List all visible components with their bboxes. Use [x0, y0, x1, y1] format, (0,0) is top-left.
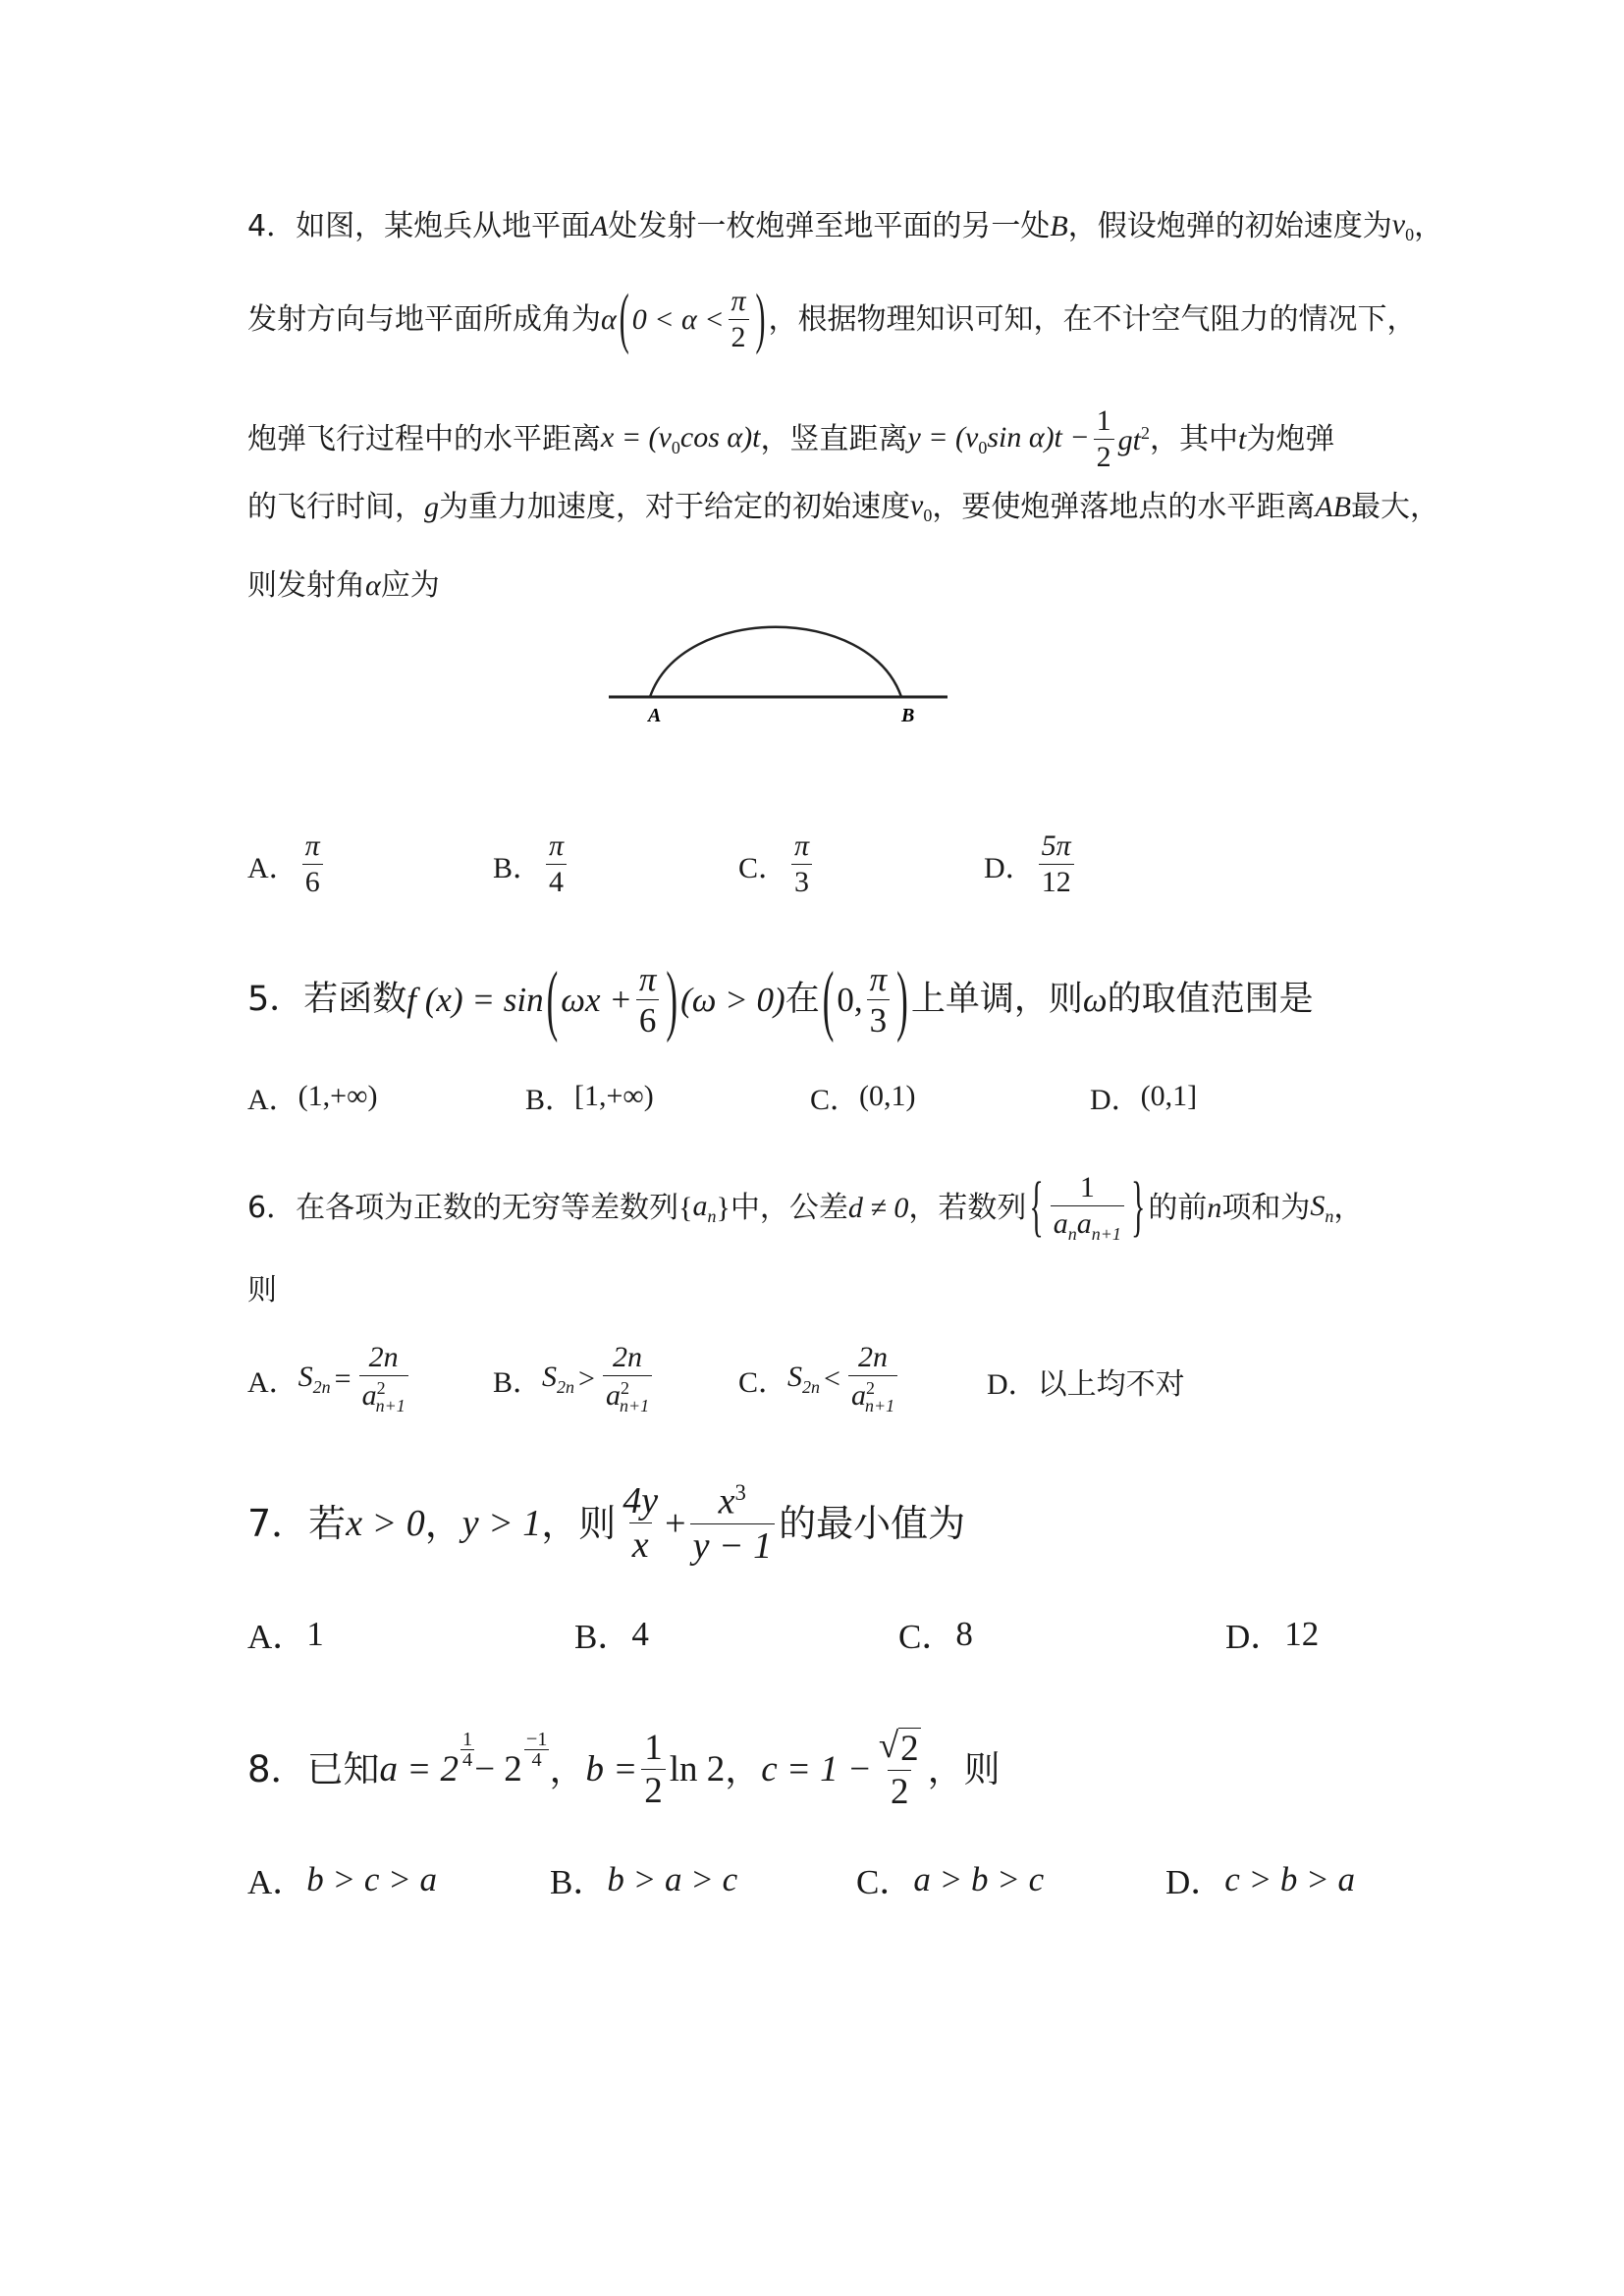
q8-option-a[interactable]: A． b > c > a	[247, 1860, 438, 1901]
a-definition: a = 2 $\frac{1}{4}$	[379, 1728, 473, 1789]
q6-option-c[interactable]: C． $S_{2n}$ < $\frac{2n}{a^2_{n+1}}$	[738, 1343, 901, 1415]
q4-option-d[interactable]: D． $\frac{5\pi}{12}$	[984, 831, 1078, 897]
pi-over-3: $\frac{\pi}{3}$	[867, 962, 891, 1038]
q6-line-1: 6．在各项为正数的无穷等差数列 { $a_n$ } 中，公差 d ≠ 0 ，若数列 { $\frac{1}{a_na_{n+1}}$ } 的前 n 项和为 $S_n$ ，	[247, 1169, 1364, 1245]
c-definition: c = 1 −	[761, 1748, 872, 1789]
q4-line-2	[247, 281, 1417, 356]
right-paren: )	[755, 281, 766, 356]
q4-text: ，	[1414, 209, 1444, 243]
a-n: $a_n$	[692, 1189, 717, 1226]
q4-text: ，假设炮弹的初始速度为	[1067, 209, 1392, 243]
q5-option-a[interactable]: A． (1,+∞)	[247, 1080, 378, 1116]
q6-text: 6．在各项为正数的无穷等差数列	[247, 1190, 679, 1225]
q4-line-5	[247, 568, 440, 603]
figure-label-b: B	[901, 705, 915, 726]
q4-line-4	[247, 491, 1439, 524]
ab-segment: AB	[1315, 491, 1351, 523]
q8-option-b[interactable]: B． b > a > c	[550, 1860, 738, 1901]
function-f: f (x) = sin	[406, 981, 544, 1019]
d-condition: d ≠ 0	[847, 1191, 909, 1224]
q4-text: 炮弹飞行过程中的水平距离	[247, 421, 601, 456]
q7-option-d[interactable]: D． 12	[1225, 1615, 1320, 1656]
pi-over-2: $\frac{\pi}{2}$	[729, 287, 749, 352]
q5-text: 5．若函数	[247, 980, 407, 1019]
q5-option-d[interactable]: D． (0,1]	[1090, 1080, 1198, 1116]
q8-text: ，则	[927, 1747, 1001, 1790]
trajectory-arc	[650, 627, 901, 697]
q4-line-3	[247, 406, 1334, 472]
q8-text: 8．已知	[247, 1747, 380, 1790]
q6-option-d[interactable]: D． 以上均不对	[987, 1367, 1185, 1402]
alpha-symbol: α	[365, 569, 381, 602]
s-n: $S_n$	[1310, 1189, 1334, 1226]
q4-text: ，根据物理知识可知，在不计空气阻力的情况下，	[768, 301, 1417, 337]
q5-text: 上单调，则	[910, 980, 1083, 1019]
q4-option-b[interactable]: B． $\frac{\pi}{4}$	[493, 831, 570, 897]
pi-over-6: $\frac{\pi}{6}$	[636, 962, 660, 1038]
q5-option-c[interactable]: C． (0,1)	[810, 1080, 916, 1116]
q5-option-b[interactable]: B． [1,+∞)	[525, 1080, 654, 1116]
q4-text: ，竖直距离	[760, 421, 908, 456]
b-definition: b =	[585, 1748, 638, 1789]
gt2: $gt^2$	[1117, 422, 1150, 456]
v0: $v_0$	[1391, 208, 1415, 244]
q7-option-a[interactable]: A． 1	[247, 1615, 324, 1656]
omega-symbol: ω	[1082, 981, 1108, 1019]
q4-text: 为炮弹	[1246, 421, 1335, 456]
t-symbol: t	[1237, 422, 1247, 455]
q7-line: 7．若 x > 0 ， y > 1 ，则 $\frac{4y}{x}$ + $\frac{x^3}{y - 1}$ 的最小值为	[247, 1480, 966, 1567]
figure-label-a: A	[648, 705, 662, 726]
q4-option-a[interactable]: A． $\frac{\pi}{6}$	[247, 831, 327, 897]
q4-text: 最大，	[1350, 490, 1439, 524]
g-symbol: g	[424, 491, 439, 523]
q4-text: 处发射一枚炮弹至地平面的另一处	[608, 209, 1051, 243]
y-condition: y > 1	[461, 1502, 542, 1544]
reciprocal-product: $\frac{1}{a_na_{n+1}}$	[1051, 1173, 1124, 1243]
q8-option-d[interactable]: D． c > b > a	[1165, 1860, 1356, 1901]
trajectory-figure	[589, 609, 962, 736]
q4-text: ，其中	[1149, 421, 1238, 456]
q6-text: 中，公差	[730, 1190, 848, 1225]
one-half: $\frac{1}{2}$	[1094, 406, 1114, 472]
q6-text: 则	[247, 1273, 277, 1308]
q4-text: 发射方向与地平面所成角为	[247, 301, 601, 337]
point-b: B	[1050, 210, 1068, 242]
q5-text: 的取值范围是	[1107, 980, 1314, 1019]
q4-option-c[interactable]: C． $\frac{\pi}{3}$	[738, 831, 816, 897]
q4-line-1	[247, 210, 1443, 243]
q5-text: 在	[785, 980, 820, 1019]
q6-text: 的前	[1148, 1190, 1208, 1225]
point-a: A	[590, 210, 609, 242]
q6-text: ，若数列	[908, 1190, 1027, 1225]
v0: $v_0$	[910, 489, 933, 525]
omega-condition: (ω > 0)	[680, 981, 785, 1019]
q5-line: 5．若函数 f (x) = sin ( ωx + $\frac{\pi}{6}$ ) (ω > 0) 在 ( 0, $\frac{\pi}{3}$ ) 上单调，则 ω 的取值范围是	[247, 955, 1314, 1044]
sqrt2-over-2: √ 2 2	[878, 1726, 919, 1812]
q7-option-c[interactable]: C． 8	[898, 1615, 973, 1656]
y-formula: $y = (v_0\sin$ α)t −	[907, 420, 1090, 457]
alpha-range: 0 < α <	[631, 302, 725, 336]
x-formula: $x = (v_0\cos$ α)t	[601, 420, 761, 457]
q4-text: 4．如图，某炮兵从地平面	[247, 209, 591, 243]
q4-text: 则发射角	[247, 568, 365, 603]
alpha-symbol: α	[601, 302, 617, 336]
q6-option-a[interactable]: A． $S_{2n}$ = $\frac{2n}{a^2_{n+1}}$	[247, 1343, 412, 1415]
q8-option-c[interactable]: C． a > b > c	[856, 1860, 1045, 1901]
left-paren: (	[619, 281, 629, 356]
fraction-x3-over-y-1: $\frac{x^3}{y - 1}$	[690, 1482, 776, 1565]
q4-text: 应为	[380, 568, 440, 603]
x-condition: x > 0	[346, 1502, 425, 1544]
fraction-4y-over-x: $\frac{4y}{x}$	[623, 1480, 659, 1567]
q8-line: 8．已知 a = 2 $\frac{1}{4}$ − 2 $\frac{-1}{4}$ ， b = $\frac{1}{2}$ ln 2 ， c = 1 − √ 2 2 ，则	[247, 1726, 1001, 1812]
q6-option-b[interactable]: B． $S_{2n}$ > $\frac{2n}{a^2_{n+1}}$	[493, 1343, 656, 1415]
q6-line-2	[247, 1273, 277, 1308]
q7-text: 7．若	[247, 1501, 347, 1545]
q6-text: 项和为	[1221, 1190, 1311, 1225]
q4-text: 为重力加速度，对于给定的初始速度	[439, 490, 910, 524]
q7-text: 的最小值为	[779, 1501, 966, 1545]
omega-x: ωx +	[561, 981, 632, 1019]
q4-text: 的飞行时间，	[247, 490, 424, 524]
q7-option-b[interactable]: B． 4	[574, 1615, 649, 1656]
q4-text: ，要使炮弹落地点的水平距离	[932, 490, 1316, 524]
q7-text: ，则	[541, 1501, 617, 1545]
